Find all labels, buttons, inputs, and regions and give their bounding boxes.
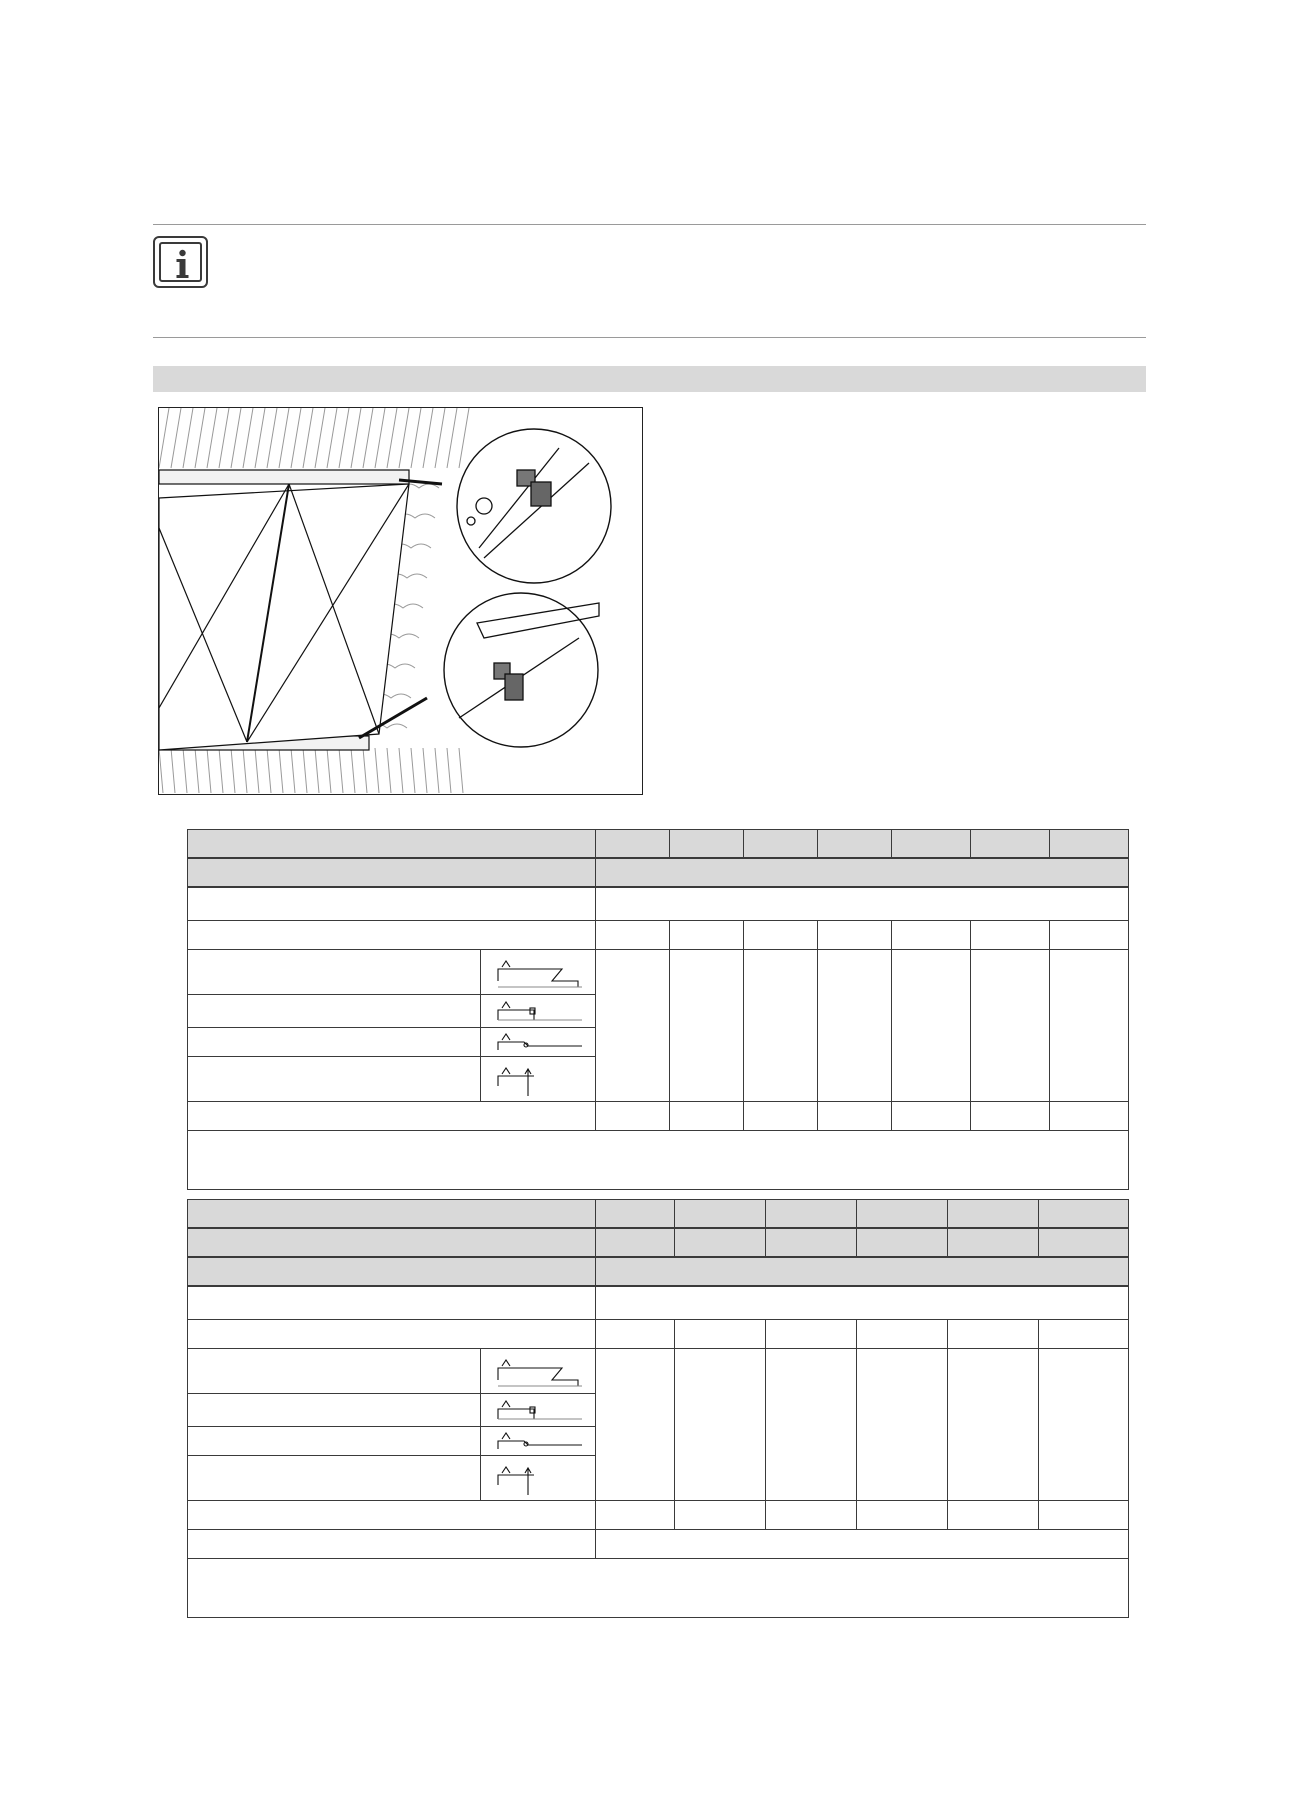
table-cell <box>971 921 1050 950</box>
table-row <box>188 1102 1129 1131</box>
table-cell <box>188 1102 596 1131</box>
table-cell <box>1039 1228 1129 1257</box>
table-cell <box>188 1501 596 1530</box>
table-row <box>188 1349 1129 1394</box>
table-cell <box>818 1102 892 1131</box>
table-note <box>188 1131 1129 1190</box>
table-cell <box>596 1320 675 1349</box>
info-bottom-rule <box>153 337 1146 338</box>
table-cell <box>744 1102 818 1131</box>
table-row <box>188 1530 1129 1559</box>
table-cell <box>596 858 1129 887</box>
table-cell <box>857 1501 948 1530</box>
table-cell <box>188 995 481 1028</box>
rafter-anchor-symbol-icon <box>481 1057 596 1102</box>
table-cell <box>818 921 892 950</box>
table-cell <box>948 1501 1039 1530</box>
info-icon <box>153 236 208 288</box>
table-header-row <box>188 1228 1129 1257</box>
table-cell <box>744 950 818 1102</box>
table-cell <box>818 830 892 859</box>
table-cell <box>596 1200 675 1229</box>
table-row <box>188 1501 1129 1530</box>
table-cell <box>971 1102 1050 1131</box>
table-cell <box>596 830 670 859</box>
table-cell <box>1050 830 1129 859</box>
table-cell <box>670 830 744 859</box>
table-cell <box>596 1228 675 1257</box>
table-cell <box>766 1349 857 1501</box>
table-cell <box>596 921 670 950</box>
table-row <box>188 1286 1129 1320</box>
table-row <box>188 887 1129 921</box>
table-cell <box>766 1228 857 1257</box>
table-cell <box>675 1349 766 1501</box>
table-cell <box>948 1320 1039 1349</box>
table-cell <box>188 858 596 887</box>
rafter-anchor-symbol-icon <box>481 1456 596 1501</box>
flat-tile-symbol-icon <box>481 995 596 1028</box>
table-cell <box>1039 1200 1129 1229</box>
table-note-row <box>188 1559 1129 1618</box>
table-cell <box>971 950 1050 1102</box>
table-cell <box>596 1257 1129 1286</box>
table-cell <box>948 1200 1039 1229</box>
table-cell <box>188 1349 481 1394</box>
table-cell <box>1050 1102 1129 1131</box>
slate-symbol-icon <box>481 1028 596 1057</box>
table-header-row <box>188 1257 1129 1286</box>
table-cell <box>971 830 1050 859</box>
table-cell <box>188 1200 596 1229</box>
table-cell <box>766 1200 857 1229</box>
table-cell <box>188 921 596 950</box>
table-cell <box>596 1286 1129 1320</box>
table-row <box>188 921 1129 950</box>
table-row <box>188 950 1129 995</box>
table-cell <box>744 830 818 859</box>
table-cell <box>1050 921 1129 950</box>
table-cell <box>892 830 971 859</box>
table-header-row <box>188 858 1129 887</box>
table-cell <box>188 1427 481 1456</box>
table-cell <box>188 1456 481 1501</box>
table-cell <box>1039 1501 1129 1530</box>
table-cell <box>596 1530 1129 1559</box>
table-cell <box>670 921 744 950</box>
table-cell <box>188 830 596 859</box>
table-cell <box>857 1228 948 1257</box>
spec-table-2 <box>187 1199 1129 1618</box>
table-cell <box>818 950 892 1102</box>
table-cell <box>1050 950 1129 1102</box>
table-cell <box>596 950 670 1102</box>
table-cell <box>675 1501 766 1530</box>
table-cell <box>892 1102 971 1131</box>
table-cell <box>188 1394 481 1427</box>
table-cell <box>892 950 971 1102</box>
table-cell <box>1039 1349 1129 1501</box>
table-note-row <box>188 1131 1129 1190</box>
table-cell <box>188 950 481 995</box>
table-cell <box>766 1501 857 1530</box>
roof-mounting-figure <box>158 407 643 795</box>
table-cell <box>892 921 971 950</box>
table-cell <box>188 1530 596 1559</box>
table-cell <box>744 921 818 950</box>
info-top-rule <box>153 224 1146 225</box>
table-cell <box>188 1286 596 1320</box>
table-note <box>188 1559 1129 1618</box>
roof-hook-symbol-icon <box>481 1349 596 1394</box>
table-cell <box>670 1102 744 1131</box>
table-cell <box>766 1320 857 1349</box>
table-cell <box>596 1349 675 1501</box>
table-cell <box>857 1200 948 1229</box>
table-cell <box>670 950 744 1102</box>
table-cell <box>857 1320 948 1349</box>
table-cell <box>675 1320 766 1349</box>
table-cell <box>188 1228 596 1257</box>
table-cell <box>948 1228 1039 1257</box>
table-cell <box>857 1349 948 1501</box>
table-cell <box>675 1200 766 1229</box>
spec-table-1 <box>187 829 1129 1190</box>
table-cell <box>596 1501 675 1530</box>
table-cell <box>188 887 596 921</box>
table-cell <box>596 1102 670 1131</box>
table-cell <box>188 1057 481 1102</box>
section-heading-bar <box>153 366 1146 392</box>
table-cell <box>596 887 1129 921</box>
table-header-row <box>188 830 1129 859</box>
table-cell <box>1039 1320 1129 1349</box>
flat-tile-symbol-icon <box>481 1394 596 1427</box>
roof-hook-symbol-icon <box>481 950 596 995</box>
table-cell <box>675 1228 766 1257</box>
table-header-row <box>188 1200 1129 1229</box>
table-cell <box>188 1028 481 1057</box>
table-cell <box>948 1349 1039 1501</box>
table-cell <box>188 1320 596 1349</box>
table-cell <box>188 1257 596 1286</box>
table-row <box>188 1320 1129 1349</box>
slate-symbol-icon <box>481 1427 596 1456</box>
